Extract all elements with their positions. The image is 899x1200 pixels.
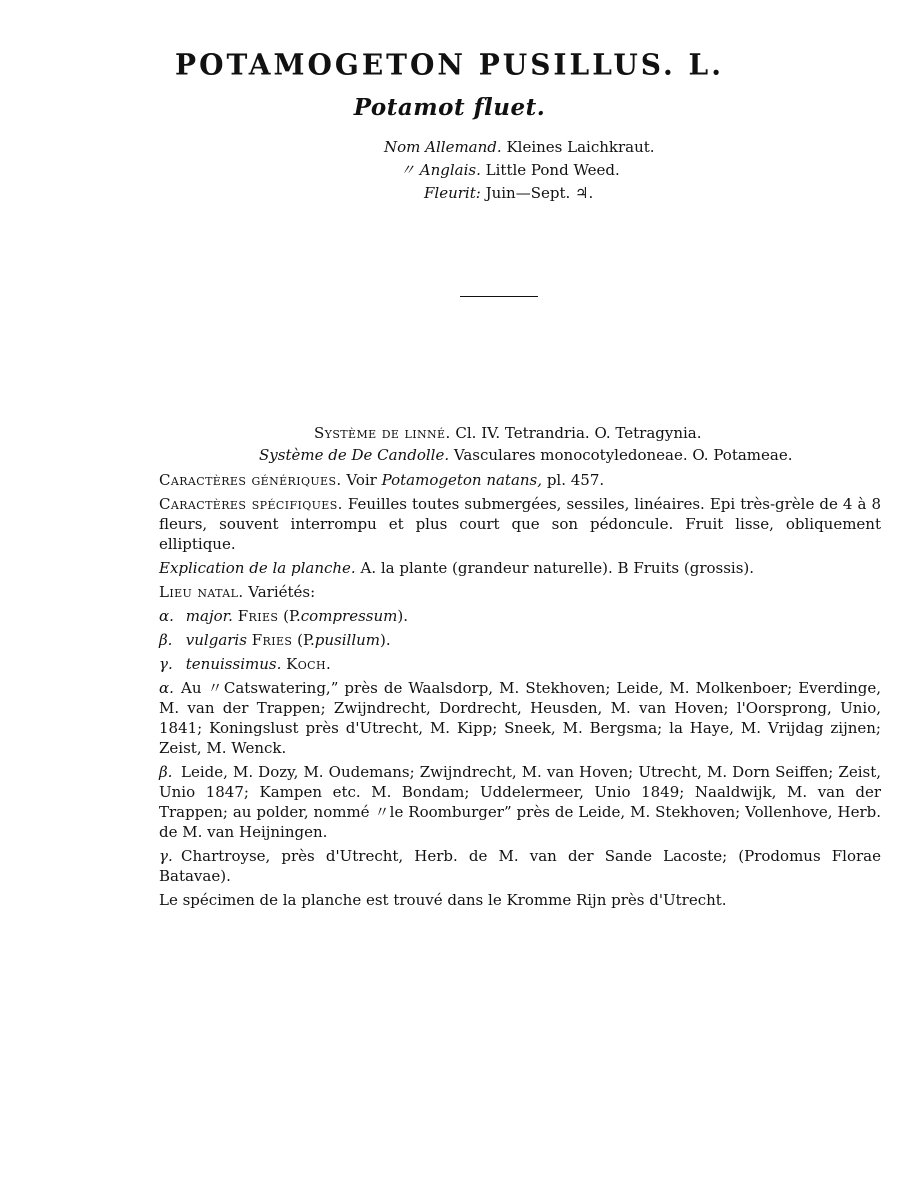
variety-letter: β. — [159, 631, 173, 649]
species-title: POTAMOGETON PUSILLUS. L. — [175, 47, 724, 82]
native-place-label: Lieu natal. — [159, 583, 244, 601]
candolle-system-label: Système de De Candolle. — [259, 446, 450, 464]
locality-paragraph — [159, 762, 881, 842]
specific-characters-label: Caractères spécifiques. — [159, 495, 343, 513]
locality-text: Leide, M. Dozy, M. Oudemans; Zwijndrecht, M. van Hoven; Utrecht, M. Dorn Seiffen; Zeist, Unio 1847; Kampen etc. M. Bondam; Uddelermeer, Unio 1849; Naaldwijk, M. van der Trappen; au polder, nommé 〃le Roomburger” près de Leide, M. Stekhoven; Vollenhove, Herb. de M. van Heijningen. — [159, 763, 881, 841]
native-place-line — [159, 582, 881, 602]
variety-author: Fries — [251, 631, 293, 649]
locality-letter: γ. — [159, 847, 173, 865]
description-body — [159, 422, 881, 914]
variety-paren-open: (P. — [297, 631, 315, 649]
variety-item — [159, 630, 881, 650]
flowering-value: Juin—Sept. ♃. — [485, 184, 594, 202]
plate-explanation-text: A. la plante (grandeur naturelle). B Fruits (grossis). — [360, 559, 755, 577]
variety-author: Fries — [237, 607, 279, 625]
german-name-row — [384, 136, 655, 159]
native-place-text: Variétés: — [248, 583, 316, 601]
variety-name: vulgaris — [185, 631, 247, 649]
english-name-row — [384, 159, 655, 182]
linne-system-label: Système de linné. — [314, 424, 451, 442]
variety-name: tenuissimus. — [185, 655, 282, 673]
generic-characters-line — [159, 470, 881, 490]
plate-explanation-line — [159, 558, 881, 578]
locality-text: Chartroyse, près d'Utrecht, Herb. de M. van der Sande Lacoste; (Prodomus Florae Batavae). — [159, 847, 881, 885]
candolle-system-line — [159, 444, 881, 466]
variety-letter: α. — [159, 607, 174, 625]
plate-explanation-label: Explication de la planche. — [159, 559, 356, 577]
locality-letter: α. — [159, 679, 174, 697]
english-name-label: 〃 Anglais. — [400, 161, 481, 179]
locality-text: Au 〃Catswatering,” près de Waalsdorp, M. Stekhoven; Leide, M. Molkenboer; Everdinge, M. van der Trappen; Zwijndrecht, Dordrecht, Heusden, M. van Hoven; l'Oorsprong, Unio, 1841; Koningslust près d'Utrecht, M. Kipp; Sneek, M. Bergsma; la Haye, M. Vrijdag zijnen; Zeist, M. Wenck. — [159, 679, 881, 757]
candolle-system-value: Vasculares monocotyledoneae. O. Potameae. — [453, 446, 793, 464]
german-name-value: Kleines Laichkraut. — [506, 138, 655, 156]
specimen-note: Le spécimen de la planche est trouvé dans le Kromme Rijn près d'Utrecht. — [159, 891, 727, 909]
generic-characters-text: Voir — [346, 471, 377, 489]
german-name-label: Nom Allemand. — [384, 138, 502, 156]
french-common-name: Potamot fluet. — [353, 94, 546, 121]
section-divider — [460, 296, 538, 297]
variety-paren-close: ). — [397, 607, 408, 625]
linne-system-line — [159, 422, 881, 444]
locality-paragraph — [159, 846, 881, 886]
variety-item — [159, 606, 881, 626]
generic-characters-plate: pl. 457. — [546, 471, 605, 489]
flowering-row — [384, 182, 655, 205]
variety-synonym: compressum — [300, 607, 398, 625]
variety-synonym: pusillum — [314, 631, 381, 649]
linne-system-value: Cl. IV. Tetrandria. O. Tetragynia. — [455, 424, 702, 442]
variety-name: major. — [185, 607, 233, 625]
specific-characters-paragraph — [159, 494, 881, 554]
specific-characters-text: Feuilles toutes submergées, sessiles, linéaires. Epi très-grèle de 4 à 8 fleurs, souvent interrompu et plus court que son pédoncule. Fruit lisse, obliquement elliptique. — [159, 495, 881, 553]
generic-characters-ref: Potamogeton natans, — [381, 471, 543, 489]
locality-paragraph — [159, 678, 881, 758]
variety-paren-close: ). — [380, 631, 391, 649]
english-name-value: Little Pond Weed. — [485, 161, 620, 179]
generic-characters-label: Caractères génériques. — [159, 471, 342, 489]
common-names-block — [384, 136, 655, 205]
variety-paren-open: (P. — [283, 607, 301, 625]
flowering-label: Fleurit: — [424, 184, 481, 202]
locality-letter: β. — [159, 763, 173, 781]
variety-item — [159, 654, 881, 674]
variety-letter: γ. — [159, 655, 173, 673]
variety-author: Koch. — [286, 655, 332, 673]
